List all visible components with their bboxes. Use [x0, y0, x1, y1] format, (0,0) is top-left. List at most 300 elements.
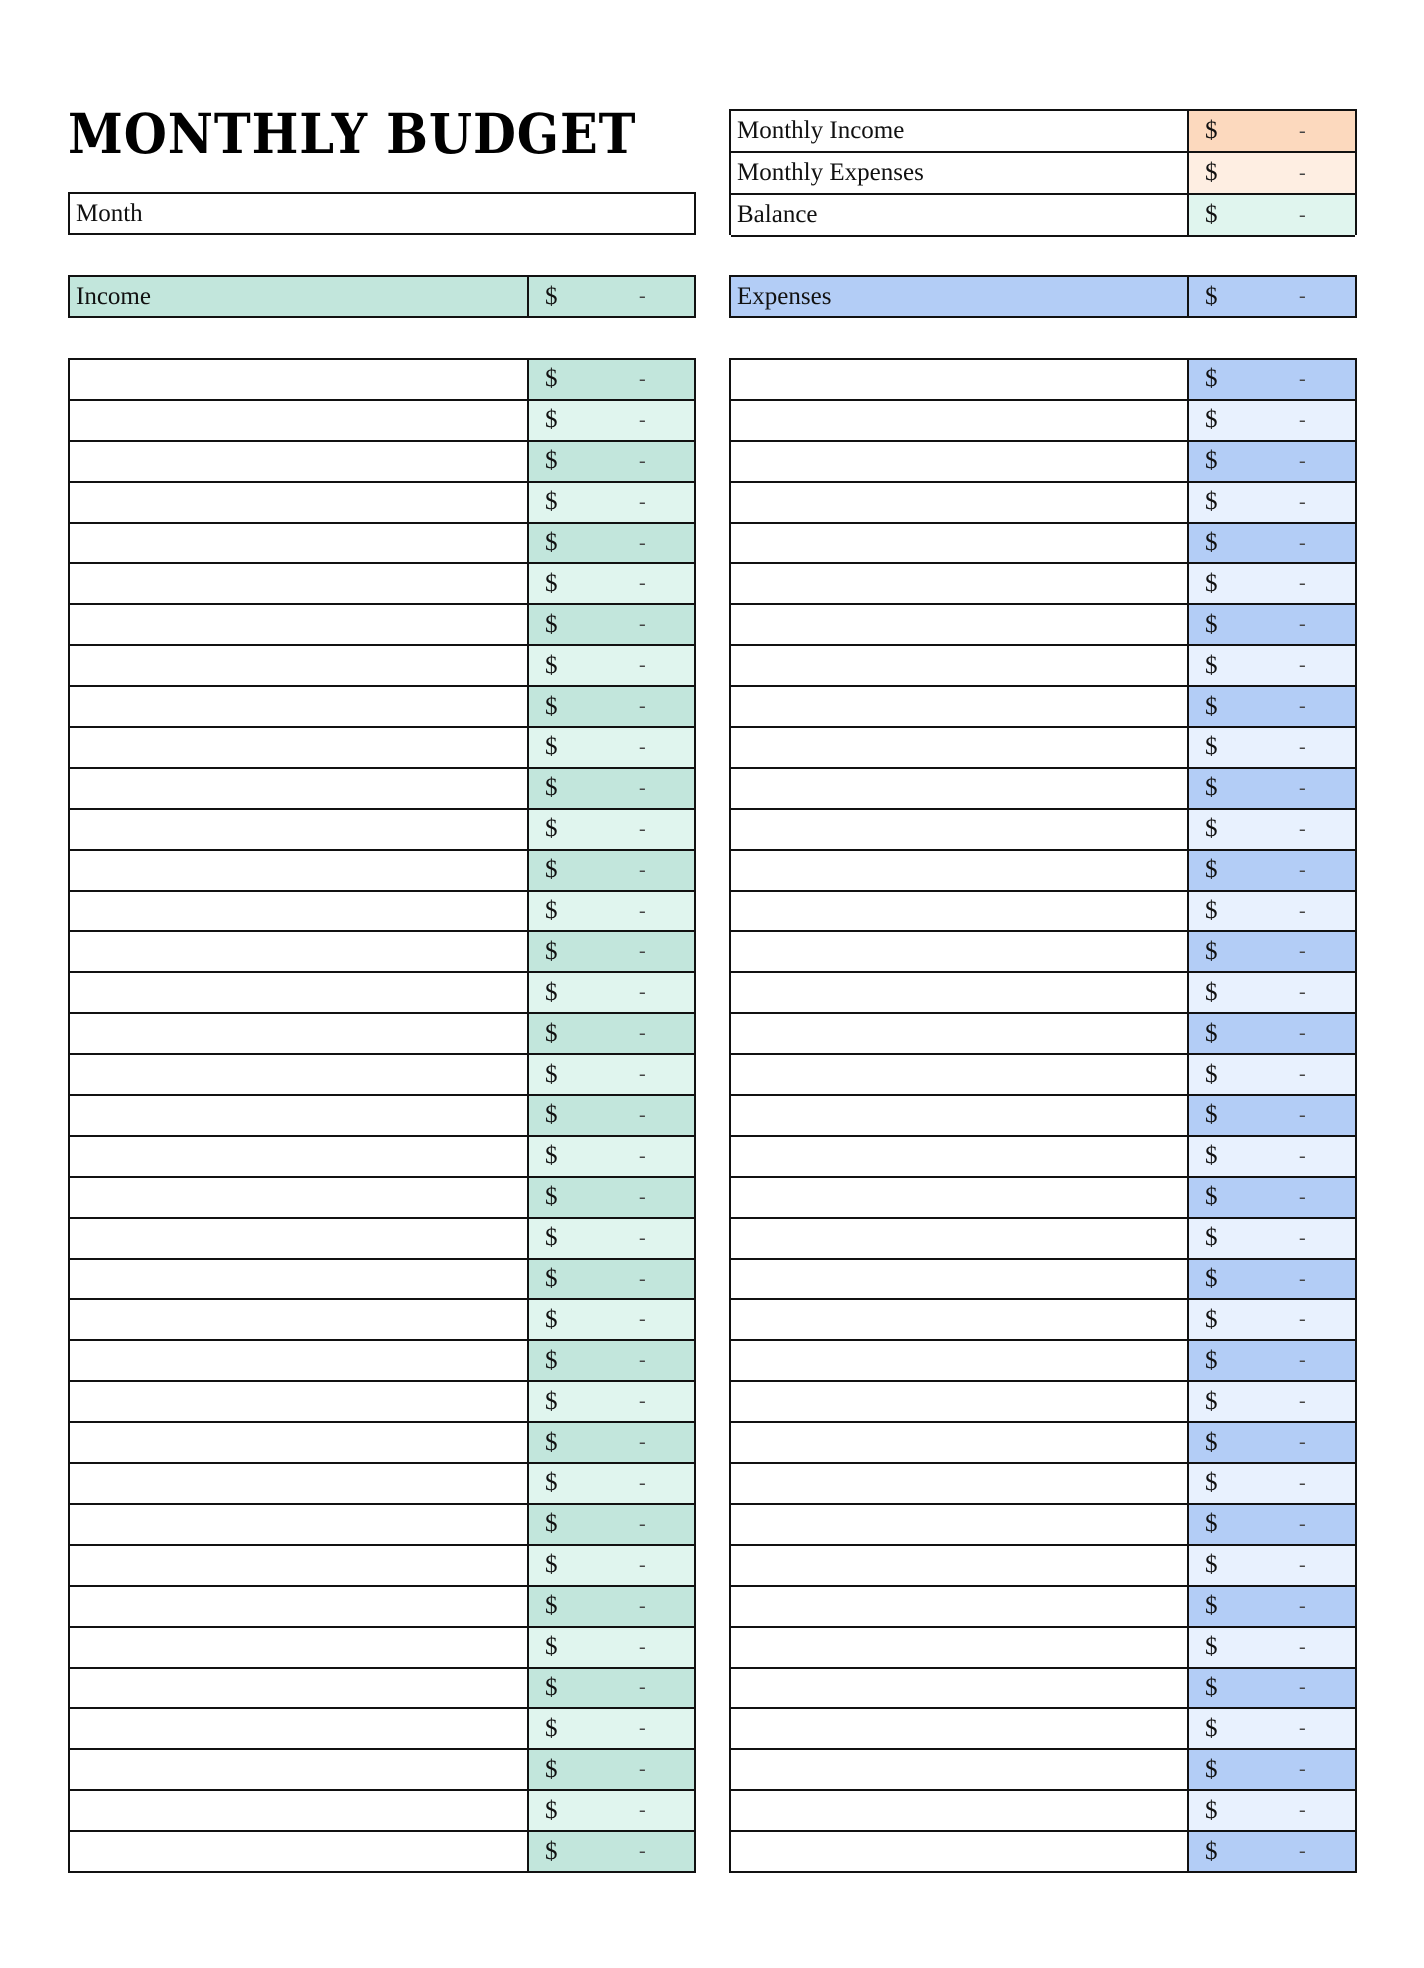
expenses-row	[731, 401, 1355, 442]
income-item-name[interactable]	[76, 401, 523, 440]
expenses-amount-cell[interactable]	[1187, 442, 1355, 481]
expenses-item-name[interactable]	[737, 1505, 1183, 1544]
currency-symbol: $	[545, 1387, 558, 1415]
income-item-name[interactable]	[76, 1423, 523, 1462]
expenses-item-name[interactable]	[737, 1628, 1183, 1667]
expenses-item-name[interactable]	[737, 1709, 1183, 1748]
income-row	[70, 1750, 694, 1791]
expenses-amount-cell[interactable]	[1187, 1791, 1355, 1830]
expenses-item-name[interactable]	[737, 442, 1183, 481]
income-item-name[interactable]	[76, 892, 523, 931]
amount-value: -	[1299, 1390, 1306, 1413]
expenses-item-name[interactable]	[737, 1055, 1183, 1094]
expenses-row	[731, 442, 1355, 483]
summary-label: Monthly Income	[737, 117, 905, 144]
expenses-item-name[interactable]	[737, 1587, 1183, 1626]
currency-symbol: $	[545, 1633, 558, 1661]
expenses-row	[731, 1709, 1355, 1750]
summary-value-cell[interactable]	[1187, 111, 1355, 151]
currency-symbol: $	[545, 569, 558, 597]
amount-value: -	[639, 735, 646, 758]
income-amount-cell[interactable]	[527, 1096, 694, 1135]
month-label: Month	[76, 199, 143, 227]
income-row	[70, 1587, 694, 1628]
income-amount-cell[interactable]	[527, 524, 694, 563]
summary-value-cell[interactable]	[1187, 195, 1355, 235]
expenses-row	[731, 1341, 1355, 1382]
income-amount-cell[interactable]	[527, 1628, 694, 1667]
expenses-amount-cell[interactable]	[1187, 1709, 1355, 1748]
income-amount-cell[interactable]	[527, 1505, 694, 1544]
amount-value: -	[639, 1594, 646, 1617]
amount-value: -	[639, 1390, 646, 1413]
income-row	[70, 1832, 694, 1873]
month-field[interactable]	[68, 192, 696, 235]
currency-symbol: $	[545, 1224, 558, 1252]
amount-value: -	[1299, 1717, 1306, 1740]
currency-symbol: $	[1205, 1633, 1218, 1661]
amount-value: -	[639, 449, 646, 472]
expenses-row	[731, 564, 1355, 605]
amount-value: -	[1299, 776, 1306, 799]
expenses-row	[731, 1300, 1355, 1341]
expenses-item-name[interactable]	[737, 1750, 1183, 1789]
income-amount-cell[interactable]	[527, 810, 694, 849]
expenses-amount-cell[interactable]	[1187, 1341, 1355, 1380]
expenses-amount-cell[interactable]	[1187, 1750, 1355, 1789]
income-row	[70, 1423, 694, 1464]
expenses-amount-cell[interactable]	[1187, 1055, 1355, 1094]
amount-value: -	[639, 1840, 646, 1862]
amount-value: -	[639, 1717, 646, 1740]
expenses-amount-cell[interactable]	[1187, 1423, 1355, 1462]
income-row	[70, 892, 694, 933]
income-item-name[interactable]	[76, 1382, 523, 1421]
income-item-name[interactable]	[76, 1219, 523, 1258]
expenses-row	[731, 687, 1355, 728]
income-item-name[interactable]	[76, 810, 523, 849]
income-amount-cell[interactable]	[527, 1341, 694, 1380]
currency-symbol: $	[1205, 406, 1218, 434]
income-row	[70, 401, 694, 442]
income-amount-cell[interactable]	[527, 1014, 694, 1053]
income-amount-cell[interactable]	[527, 483, 694, 522]
income-amount-cell[interactable]	[527, 564, 694, 603]
income-amount-cell[interactable]	[527, 605, 694, 644]
expenses-item-name[interactable]	[737, 1219, 1183, 1258]
expenses-row	[731, 1219, 1355, 1260]
expenses-amount-cell[interactable]	[1187, 687, 1355, 726]
amount-value: -	[1299, 1267, 1306, 1290]
income-amount-cell[interactable]	[527, 851, 694, 890]
expenses-row	[731, 932, 1355, 973]
currency-symbol: $	[1205, 1837, 1218, 1865]
income-amount-cell[interactable]	[527, 1300, 694, 1339]
currency-symbol: $	[1205, 1019, 1218, 1047]
income-item-name[interactable]	[76, 769, 523, 808]
expenses-amount-cell[interactable]	[1187, 1587, 1355, 1626]
income-item-name[interactable]	[76, 932, 523, 971]
income-item-name[interactable]	[76, 360, 523, 399]
expenses-item-name[interactable]	[737, 769, 1183, 808]
expenses-item-name[interactable]	[737, 1546, 1183, 1585]
currency-symbol: $	[545, 651, 558, 679]
currency-symbol: $	[545, 529, 558, 556]
expenses-item-name[interactable]	[737, 687, 1183, 726]
income-item-name[interactable]	[76, 646, 523, 685]
expenses-row	[731, 1546, 1355, 1587]
currency-symbol: $	[545, 897, 558, 925]
expenses-item-name[interactable]	[737, 360, 1183, 399]
expenses-amount-cell[interactable]	[1187, 605, 1355, 644]
income-amount-cell[interactable]	[527, 401, 694, 440]
currency-symbol: $	[545, 1837, 558, 1865]
amount-value: -	[639, 940, 646, 963]
currency-symbol: $	[1205, 569, 1218, 597]
income-row	[70, 687, 694, 728]
amount-value: -	[639, 572, 646, 595]
expenses-item-name[interactable]	[737, 1341, 1183, 1380]
income-row	[70, 1096, 694, 1137]
expenses-amount-cell[interactable]	[1187, 524, 1355, 563]
amount-value: -	[1299, 1840, 1306, 1862]
amount-value: -	[1299, 1226, 1306, 1249]
income-row	[70, 524, 694, 565]
expenses-item-name[interactable]	[737, 401, 1183, 440]
income-amount-cell[interactable]	[527, 1832, 694, 1871]
expenses-item-name[interactable]	[737, 605, 1183, 644]
income-item-name[interactable]	[76, 1300, 523, 1339]
expenses-total-cell[interactable]	[1187, 277, 1355, 316]
income-item-name[interactable]	[76, 605, 523, 644]
expenses-item-name[interactable]	[737, 932, 1183, 971]
expenses-amount-cell[interactable]	[1187, 1137, 1355, 1176]
income-amount-cell[interactable]	[527, 728, 694, 767]
income-item-name[interactable]	[76, 1505, 523, 1544]
expenses-item-name[interactable]	[737, 1382, 1183, 1421]
currency-symbol: $	[1205, 937, 1218, 965]
amount-value: -	[639, 1431, 646, 1454]
income-row	[70, 851, 694, 892]
amount-value: -	[1299, 285, 1306, 307]
expenses-amount-cell[interactable]	[1187, 1300, 1355, 1339]
expenses-amount-cell[interactable]	[1187, 401, 1355, 440]
expenses-amount-cell[interactable]	[1187, 1464, 1355, 1503]
expenses-amount-cell[interactable]	[1187, 1628, 1355, 1667]
income-item-name[interactable]	[76, 973, 523, 1012]
currency-symbol: $	[1205, 201, 1218, 228]
amount-value: -	[1299, 1676, 1306, 1699]
income-row	[70, 1464, 694, 1505]
expenses-item-name[interactable]	[737, 728, 1183, 767]
income-row	[70, 1382, 694, 1423]
income-amount-cell[interactable]	[527, 1178, 694, 1217]
income-amount-cell[interactable]	[527, 892, 694, 931]
income-row	[70, 1219, 694, 1260]
expenses-item-name[interactable]	[737, 524, 1183, 563]
amount-value: -	[639, 285, 646, 307]
amount-value: -	[639, 1267, 646, 1290]
amount-value: -	[1299, 1635, 1306, 1658]
currency-symbol: $	[1205, 1551, 1218, 1579]
income-amount-cell[interactable]	[527, 1709, 694, 1748]
expenses-amount-cell[interactable]	[1187, 728, 1355, 767]
income-item-name[interactable]	[76, 524, 523, 563]
income-row	[70, 646, 694, 687]
expenses-row	[731, 605, 1355, 646]
expenses-amount-cell[interactable]	[1187, 810, 1355, 849]
income-row	[70, 1669, 694, 1710]
expenses-item-name[interactable]	[737, 1832, 1183, 1871]
income-item-name[interactable]	[76, 1832, 523, 1871]
expenses-row	[731, 1423, 1355, 1464]
income-amount-cell[interactable]	[527, 1750, 694, 1789]
income-item-name[interactable]	[76, 442, 523, 481]
currency-symbol: $	[545, 1796, 558, 1824]
income-amount-cell[interactable]	[527, 1587, 694, 1626]
amount-value: -	[639, 531, 646, 554]
amount-value: -	[1299, 940, 1306, 963]
amount-value: -	[1299, 858, 1306, 881]
amount-value: -	[639, 1799, 646, 1822]
expenses-amount-cell[interactable]	[1187, 1505, 1355, 1544]
income-row	[70, 360, 694, 401]
amount-value: -	[1299, 1758, 1306, 1781]
currency-symbol: $	[1205, 1183, 1218, 1211]
expenses-item-name[interactable]	[737, 851, 1183, 890]
income-item-name[interactable]	[76, 1137, 523, 1176]
expenses-amount-cell[interactable]	[1187, 1260, 1355, 1299]
expenses-amount-cell[interactable]	[1187, 932, 1355, 971]
income-amount-cell[interactable]	[527, 1137, 694, 1176]
currency-symbol: $	[1205, 897, 1218, 925]
expenses-item-name[interactable]	[737, 564, 1183, 603]
expenses-row	[731, 1014, 1355, 1055]
expenses-row	[731, 646, 1355, 687]
expenses-item-name[interactable]	[737, 1178, 1183, 1217]
expenses-amount-cell[interactable]	[1187, 564, 1355, 603]
income-row	[70, 1137, 694, 1178]
income-amount-cell[interactable]	[527, 932, 694, 971]
income-amount-cell[interactable]	[527, 442, 694, 481]
currency-symbol: $	[1205, 610, 1218, 638]
amount-value: -	[1299, 1471, 1306, 1494]
expenses-amount-cell[interactable]	[1187, 1832, 1355, 1871]
amount-value: -	[1299, 1349, 1306, 1372]
currency-symbol: $	[1205, 1469, 1218, 1497]
amount-value: -	[639, 1676, 646, 1699]
amount-value: -	[1299, 1185, 1306, 1208]
currency-symbol: $	[1205, 978, 1218, 1006]
amount-value: -	[639, 654, 646, 677]
income-amount-cell[interactable]	[527, 1669, 694, 1708]
expenses-row	[731, 1505, 1355, 1546]
expenses-amount-cell[interactable]	[1187, 1219, 1355, 1258]
expenses-item-name[interactable]	[737, 1791, 1183, 1830]
currency-symbol: $	[545, 692, 558, 720]
currency-symbol: $	[1205, 159, 1218, 186]
currency-symbol: $	[545, 447, 558, 475]
expenses-item-name[interactable]	[737, 1423, 1183, 1462]
income-item-name[interactable]	[76, 728, 523, 767]
currency-symbol: $	[545, 1060, 558, 1088]
expenses-row	[731, 1791, 1355, 1832]
income-item-name[interactable]	[76, 851, 523, 890]
expenses-row	[731, 892, 1355, 933]
income-item-name[interactable]	[76, 564, 523, 603]
amount-value: -	[639, 1226, 646, 1249]
income-amount-cell[interactable]	[527, 687, 694, 726]
expenses-amount-cell[interactable]	[1187, 360, 1355, 399]
currency-symbol: $	[545, 1183, 558, 1211]
expenses-row	[731, 1096, 1355, 1137]
income-amount-cell[interactable]	[527, 1219, 694, 1258]
amount-value: -	[639, 1185, 646, 1208]
income-item-name[interactable]	[76, 1341, 523, 1380]
amount-value: -	[639, 490, 646, 513]
currency-symbol: $	[545, 406, 558, 434]
expenses-header-label: Expenses	[737, 282, 832, 310]
amount-value: -	[1299, 449, 1306, 472]
expenses-item-name[interactable]	[737, 1260, 1183, 1299]
income-row	[70, 769, 694, 810]
income-total-cell[interactable]	[527, 277, 694, 316]
expenses-amount-cell[interactable]	[1187, 646, 1355, 685]
expenses-item-name[interactable]	[737, 810, 1183, 849]
amount-value: -	[639, 858, 646, 881]
income-item-name[interactable]	[76, 1709, 523, 1748]
income-item-name[interactable]	[76, 1587, 523, 1626]
income-item-name[interactable]	[76, 1055, 523, 1094]
expenses-amount-cell[interactable]	[1187, 1178, 1355, 1217]
income-amount-cell[interactable]	[527, 1791, 694, 1830]
income-amount-cell[interactable]	[527, 1464, 694, 1503]
income-item-name[interactable]	[76, 1464, 523, 1503]
expenses-item-name[interactable]	[737, 646, 1183, 685]
income-amount-cell[interactable]	[527, 1260, 694, 1299]
expenses-row	[731, 728, 1355, 769]
income-amount-cell[interactable]	[527, 1546, 694, 1585]
amount-value: -	[639, 1553, 646, 1576]
amount-value: -	[1299, 1553, 1306, 1576]
expenses-amount-cell[interactable]	[1187, 1382, 1355, 1421]
expenses-amount-cell[interactable]	[1187, 1014, 1355, 1053]
expenses-row	[731, 1628, 1355, 1669]
income-amount-cell[interactable]	[527, 646, 694, 685]
currency-symbol: $	[1205, 692, 1218, 720]
currency-symbol: $	[545, 1755, 558, 1783]
currency-symbol: $	[545, 610, 558, 638]
amount-value: -	[1299, 161, 1306, 184]
income-header	[68, 275, 696, 318]
currency-symbol: $	[1205, 856, 1218, 884]
income-item-name[interactable]	[76, 1628, 523, 1667]
expenses-amount-cell[interactable]	[1187, 973, 1355, 1012]
summary-label: Balance	[737, 201, 818, 228]
summary-value-cell[interactable]	[1187, 153, 1355, 193]
income-amount-cell[interactable]	[527, 973, 694, 1012]
income-row	[70, 1260, 694, 1301]
expenses-item-name[interactable]	[737, 892, 1183, 931]
expenses-row	[731, 1382, 1355, 1423]
amount-value: -	[1299, 1063, 1306, 1086]
expenses-item-name[interactable]	[737, 1014, 1183, 1053]
income-table	[68, 358, 696, 1873]
income-item-name[interactable]	[76, 687, 523, 726]
currency-symbol: $	[1205, 815, 1218, 843]
currency-symbol: $	[1205, 365, 1218, 393]
income-item-name[interactable]	[76, 1260, 523, 1299]
currency-symbol: $	[545, 1469, 558, 1497]
income-row	[70, 932, 694, 973]
expenses-row	[731, 483, 1355, 524]
income-amount-cell[interactable]	[527, 1055, 694, 1094]
expenses-row	[731, 1178, 1355, 1219]
summary-label: Monthly Expenses	[737, 159, 924, 186]
amount-value: -	[1299, 1431, 1306, 1454]
expenses-item-name[interactable]	[737, 1669, 1183, 1708]
amount-value: -	[639, 367, 646, 390]
expenses-item-name[interactable]	[737, 973, 1183, 1012]
currency-symbol: $	[1205, 488, 1218, 516]
expenses-item-name[interactable]	[737, 483, 1183, 522]
amount-value: -	[1299, 408, 1306, 431]
expenses-item-name[interactable]	[737, 1137, 1183, 1176]
income-item-name[interactable]	[76, 1791, 523, 1830]
amount-value: -	[1299, 490, 1306, 513]
expenses-amount-cell[interactable]	[1187, 769, 1355, 808]
income-amount-cell[interactable]	[527, 360, 694, 399]
expenses-row	[731, 360, 1355, 401]
amount-value: -	[639, 1635, 646, 1658]
currency-symbol: $	[1205, 282, 1218, 310]
income-amount-cell[interactable]	[527, 1423, 694, 1462]
income-amount-cell[interactable]	[527, 1382, 694, 1421]
income-amount-cell[interactable]	[527, 769, 694, 808]
expenses-amount-cell[interactable]	[1187, 1546, 1355, 1585]
expenses-item-name[interactable]	[737, 1096, 1183, 1135]
expenses-amount-cell[interactable]	[1187, 1096, 1355, 1135]
income-item-name[interactable]	[76, 1014, 523, 1053]
income-row	[70, 1341, 694, 1382]
expenses-item-name[interactable]	[737, 1300, 1183, 1339]
currency-symbol: $	[1205, 1796, 1218, 1824]
expenses-amount-cell[interactable]	[1187, 483, 1355, 522]
expenses-amount-cell[interactable]	[1187, 851, 1355, 890]
expenses-header	[729, 275, 1357, 318]
income-item-name[interactable]	[76, 1546, 523, 1585]
expenses-item-name[interactable]	[737, 1464, 1183, 1503]
amount-value: -	[639, 1144, 646, 1167]
amount-value: -	[639, 776, 646, 799]
income-item-name[interactable]	[76, 1178, 523, 1217]
income-item-name[interactable]	[76, 483, 523, 522]
currency-symbol: $	[545, 733, 558, 761]
income-row	[70, 1178, 694, 1219]
amount-value: -	[1299, 203, 1306, 226]
currency-symbol: $	[1205, 1265, 1218, 1293]
currency-symbol: $	[1205, 1305, 1218, 1333]
expenses-amount-cell[interactable]	[1187, 1669, 1355, 1708]
currency-symbol: $	[545, 1142, 558, 1170]
currency-symbol: $	[545, 1510, 558, 1538]
expenses-amount-cell[interactable]	[1187, 892, 1355, 931]
income-item-name[interactable]	[76, 1750, 523, 1789]
income-item-name[interactable]	[76, 1669, 523, 1708]
currency-symbol: $	[1205, 1060, 1218, 1088]
expenses-row	[731, 1832, 1355, 1873]
income-item-name[interactable]	[76, 1096, 523, 1135]
